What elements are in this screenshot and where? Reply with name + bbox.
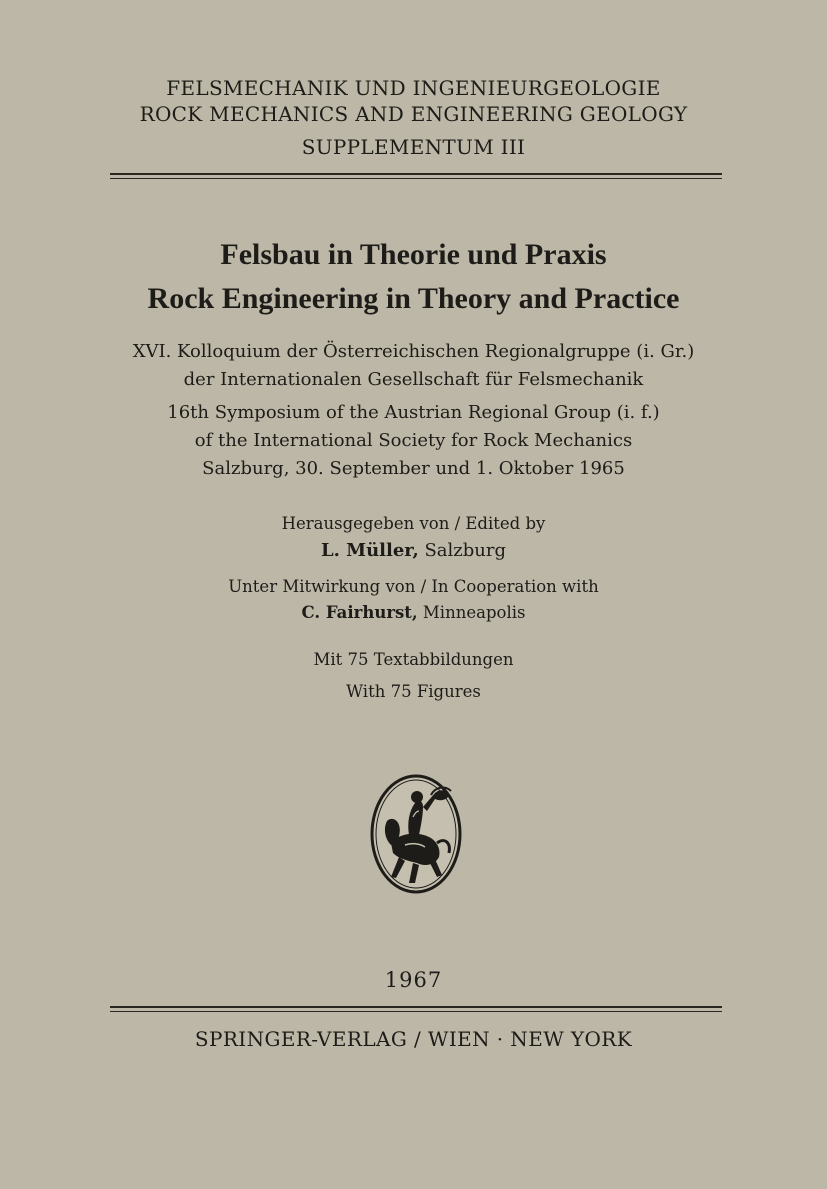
- cooperation-name: C. Fairhurst,: [301, 603, 418, 622]
- bottom-rule-lower: [110, 1011, 722, 1012]
- editor-place: Salzburg: [418, 540, 507, 561]
- editor-label: Herausgegeben von / Edited by: [281, 514, 546, 533]
- top-rule-upper: [110, 173, 722, 175]
- bottom-rule-upper: [110, 1006, 722, 1008]
- symposium-line-1: XVI. Kolloquium der Österreichischen Regionalgruppe (i. Gr.): [132, 341, 695, 362]
- series-supplement: SUPPLEMENTUM III: [301, 135, 526, 159]
- symposium-line-5: Salzburg, 30. September und 1. Oktober 1965: [202, 458, 625, 479]
- symposium-line-2: der Internationalen Gesellschaft für Felsmechanik: [183, 369, 644, 390]
- book-title-german: Felsbau in Theorie und Praxis: [220, 238, 607, 271]
- figures-english: With 75 Figures: [346, 682, 481, 701]
- symposium-line-3: 16th Symposium of the Austrian Regional Group (i. f.): [167, 402, 660, 423]
- cooperation-credit: [0, 603, 827, 622]
- cooperation-place: Minneapolis: [417, 603, 526, 622]
- publication-year: 1967: [384, 968, 443, 992]
- editor-credit: [0, 540, 827, 561]
- editor-name: L. Müller,: [320, 540, 419, 561]
- publisher-imprint: SPRINGER-VERLAG / WIEN · NEW YORK: [194, 1027, 633, 1051]
- top-rule-lower: [110, 178, 722, 179]
- series-title-english: ROCK MECHANICS AND ENGINEERING GEOLOGY: [139, 102, 688, 126]
- book-title-english: Rock Engineering in Theory and Practice: [147, 282, 680, 315]
- figures-german: Mit 75 Textabbildungen: [313, 650, 514, 669]
- symposium-line-4: of the International Society for Rock Mechanics: [194, 430, 633, 451]
- cooperation-label: Unter Mitwirkung von / In Cooperation with: [228, 577, 599, 596]
- springer-knight-icon: [369, 773, 463, 895]
- series-title-german: FELSMECHANIK UND INGENIEURGEOLOGIE: [166, 76, 661, 100]
